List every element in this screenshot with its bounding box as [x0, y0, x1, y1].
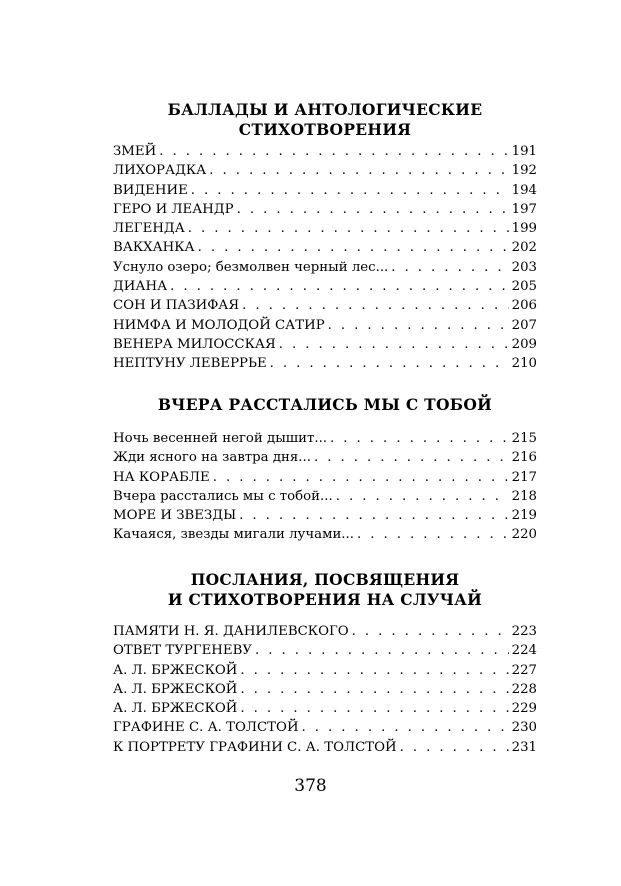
entry-title: Вчера расстались мы с тобой...	[113, 488, 333, 504]
toc-list	[113, 142, 537, 374]
toc-entry	[113, 238, 537, 257]
dot-leader	[270, 354, 509, 373]
toc-entry	[113, 277, 537, 296]
entry-title: ВАКХАНКА	[113, 240, 195, 256]
dot-leader	[240, 680, 508, 699]
entry-page: 210	[511, 356, 537, 372]
entry-page: 220	[511, 527, 537, 543]
toc-entry	[113, 181, 537, 200]
section-title-line: СТИХОТВОРЕНИЯ	[238, 120, 412, 139]
entry-page: 223	[511, 624, 537, 639]
toc-entry	[113, 487, 537, 506]
toc-entry	[113, 429, 537, 448]
dot-leader	[188, 219, 509, 238]
entry-title: СОН И ПАЗИФАЯ	[113, 298, 240, 314]
toc-entry	[113, 219, 537, 238]
toc-section-yesterday	[113, 395, 537, 545]
entry-page: 203	[511, 259, 537, 275]
entry-title: ЗМЕЙ	[113, 144, 157, 159]
entry-title: А. Л. БРЖЕСКОЙ	[113, 662, 238, 678]
toc-entry	[113, 506, 537, 525]
entry-title: НА КОРАБЛЕ	[113, 469, 210, 485]
entry-title: Ночь весенней негой дышит...	[113, 431, 328, 446]
entry-page: 224	[511, 643, 537, 659]
entry-title: ДИАНА	[113, 279, 168, 295]
dot-leader	[400, 738, 509, 757]
section-title	[113, 395, 537, 415]
entry-title: ОТВЕТ ТУРГЕНЕВУ	[113, 643, 252, 659]
toc-entry	[113, 161, 537, 180]
dot-leader	[302, 718, 509, 737]
entry-page: 229	[511, 701, 537, 717]
toc-entry	[113, 718, 537, 737]
section-title-line: БАЛЛАДЫ И АНТОЛОГИЧЕСКИЕ	[167, 100, 483, 119]
toc-entry	[113, 316, 537, 335]
page-number: 378	[294, 776, 327, 796]
toc-entry	[113, 738, 537, 757]
dot-leader	[255, 641, 509, 660]
toc-entry	[113, 296, 537, 315]
section-title-line: ВЧЕРА РАССТАЛИСЬ МЫ С ТОБОЙ	[157, 395, 493, 414]
toc-section-ballads	[113, 100, 537, 374]
dot-leader	[240, 699, 508, 718]
entry-page: 191	[511, 144, 537, 159]
toc-entry	[113, 142, 537, 161]
entry-title: Уснуло озеро; безмолвен черный лес...	[113, 259, 389, 275]
entry-title: НЕПТУНУ ЛЕВЕРРЬЕ	[113, 356, 267, 372]
dot-leader	[279, 335, 509, 354]
dot-leader	[170, 277, 508, 296]
entry-page: 194	[511, 182, 537, 198]
dot-leader	[328, 316, 509, 335]
toc-entry	[113, 335, 537, 354]
dot-leader	[330, 429, 509, 448]
section-title	[113, 100, 537, 140]
section-title	[113, 570, 537, 610]
entry-page: 231	[511, 739, 537, 755]
entry-page: 205	[511, 279, 537, 295]
dot-leader	[391, 258, 508, 277]
toc-entry	[113, 641, 537, 660]
toc-entry	[113, 468, 537, 487]
entry-page: 197	[511, 201, 537, 217]
toc-entry	[113, 258, 537, 277]
entry-title: ГЕРО И ЛЕАНДР	[113, 201, 234, 217]
entry-page: 202	[511, 240, 537, 256]
entry-page: 215	[511, 431, 537, 446]
entry-page: 218	[511, 488, 537, 504]
entry-title: А. Л. БРЖЕСКОЙ	[113, 701, 238, 717]
dot-leader	[357, 525, 509, 544]
section-title-line: И СТИХОТВОРЕНИЯ НА СЛУЧАЙ	[167, 590, 483, 609]
dot-leader	[209, 161, 508, 180]
entry-page: 216	[511, 450, 537, 466]
entry-title: Жди ясного на завтра дня...	[113, 450, 311, 466]
entry-page: 227	[511, 662, 537, 678]
entry-title: ЛИХОРАДКА	[113, 163, 207, 179]
toc-list	[113, 429, 537, 545]
dot-leader	[336, 487, 509, 506]
toc-entry	[113, 680, 537, 699]
entry-title: ЛЕГЕНДА	[113, 221, 185, 237]
entry-title: МОРЕ И ЗВЕЗДЫ	[113, 508, 237, 524]
entry-title: Качаяся, звезды мигали лучами...	[113, 527, 354, 543]
toc-entry	[113, 699, 537, 718]
dot-leader	[213, 468, 509, 487]
entry-title: ПАМЯТИ Н. Я. ДАНИЛЕВСКОГО	[113, 624, 349, 639]
entry-title: К ПОРТРЕТУ ГРАФИНИ С. А. ТОЛСТОЙ	[113, 739, 397, 755]
toc-list	[113, 622, 537, 757]
entry-title: А. Л. БРЖЕСКОЙ	[113, 681, 238, 697]
dot-leader	[237, 200, 509, 219]
entry-page: 209	[511, 336, 537, 352]
dot-leader	[191, 181, 509, 200]
dot-leader	[314, 448, 509, 467]
toc-entry	[113, 622, 537, 641]
entry-page: 217	[511, 469, 537, 485]
entry-page: 192	[511, 163, 537, 179]
entry-page: 207	[511, 317, 537, 333]
toc-entry	[113, 448, 537, 467]
dot-leader	[242, 296, 508, 315]
section-title-line: ПОСЛАНИЯ, ПОСВЯЩЕНИЯ	[190, 570, 460, 589]
entry-title: ВИДЕНИЕ	[113, 182, 188, 198]
dot-leader	[240, 661, 508, 680]
toc-entry	[113, 525, 537, 544]
entry-page: 206	[511, 298, 537, 314]
entry-title: ГРАФИНЕ С. А. ТОЛСТОЙ	[113, 720, 299, 736]
entry-title: НИМФА И МОЛОДОЙ САТИР	[113, 317, 325, 333]
entry-page: 230	[511, 720, 537, 736]
dot-leader	[159, 142, 508, 161]
entry-page: 199	[511, 221, 537, 237]
entry-page: 228	[511, 681, 537, 697]
toc-entry	[113, 661, 537, 680]
entry-title: ВЕНЕРА МИЛОССКАЯ	[113, 336, 276, 352]
toc-entry	[113, 200, 537, 219]
toc-section-epistles	[113, 570, 537, 757]
toc-entry	[113, 354, 537, 373]
dot-leader	[352, 622, 509, 641]
entry-page: 219	[511, 508, 537, 524]
dot-leader	[239, 506, 508, 525]
dot-leader	[198, 238, 509, 257]
